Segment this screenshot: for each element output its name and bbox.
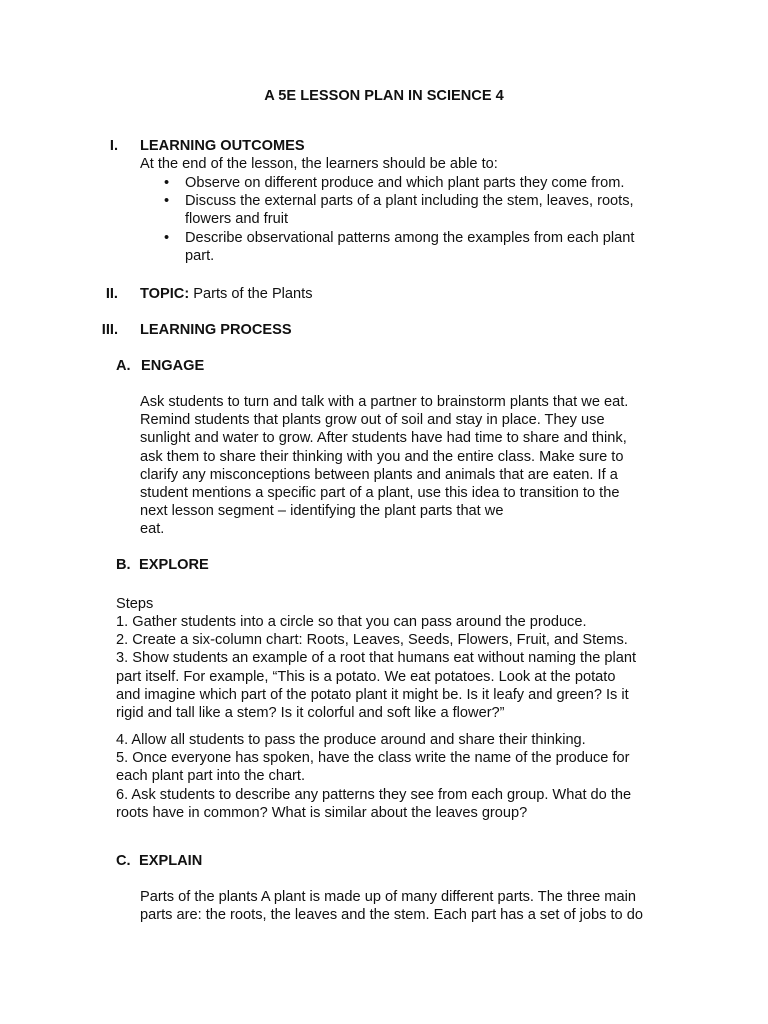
- section-3-numeral: III.: [101, 322, 118, 338]
- topic-label: TOPIC:: [140, 286, 190, 302]
- outcome-line: Discuss the external parts of a plant including the stem, leaves, roots,: [185, 193, 634, 210]
- explain-paragraph: [140, 888, 680, 924]
- steps-label: Steps: [116, 596, 154, 612]
- bullet-icon: •: [164, 193, 170, 210]
- bullet-icon: •: [164, 229, 170, 246]
- list-item: [160, 229, 680, 265]
- paragraph-line: sunlight and water to grow. After students have had time to share and think,: [140, 430, 627, 447]
- engage-heading: ENGAGE: [141, 358, 205, 374]
- step-line: 2. Create a six-column chart: Roots, Leaves, Seeds, Flowers, Fruit, and Stems.: [116, 632, 628, 649]
- engage-paragraph: [140, 393, 680, 539]
- bullet-icon: •: [164, 175, 170, 191]
- learning-outcomes-list: [160, 174, 680, 265]
- explore-letter: B.: [116, 557, 131, 573]
- step-line: part itself. For example, “This is a potato. We eat potatoes. Look at the potato: [116, 668, 616, 685]
- topic-value: Parts of the Plants: [193, 286, 313, 302]
- list-item: [160, 174, 680, 192]
- paragraph-line: next lesson segment – identifying the plant parts that we: [140, 503, 504, 520]
- outcome-line: Describe observational patterns among the examples from each plant: [185, 229, 635, 246]
- paragraph-line: Parts of the plants A plant is made up of many different parts. The three main: [140, 889, 636, 905]
- step-line: and imagine which part of the potato plant it might be. Is it leafy and green? Is it: [116, 686, 629, 703]
- outcome-line: flowers and fruit: [185, 211, 289, 228]
- explore-heading: EXPLORE: [139, 557, 209, 573]
- paragraph-line: student mentions a specific part of a plant, use this idea to transition to the: [140, 485, 620, 502]
- explore-steps-block-1: [116, 613, 636, 722]
- explore-steps-block-2: [116, 731, 631, 822]
- step-line: 6. Ask students to describe any patterns they see from each group. What do the: [116, 786, 632, 803]
- section-1-numeral: I.: [109, 138, 118, 154]
- step-line: 5. Once everyone has spoken, have the class write the name of the produce for: [116, 750, 630, 767]
- paragraph-line: Ask students to turn and talk with a partner to brainstorm plants that we eat.: [140, 394, 629, 410]
- paragraph-line: clarify any misconceptions between plants and animals that are eaten. If a: [140, 466, 618, 483]
- step-line: 4. Allow all students to pass the produce around and share their thinking.: [116, 732, 586, 748]
- step-line: rigid and tall like a stem? Is it colorful and soft like a flower?”: [116, 705, 505, 722]
- document-title: A 5E LESSON PLAN IN SCIENCE 4: [264, 88, 504, 104]
- list-item: [160, 192, 680, 228]
- paragraph-line: eat.: [140, 521, 165, 538]
- step-line: each plant part into the chart.: [116, 768, 306, 785]
- section-1-heading: LEARNING OUTCOMES: [140, 138, 305, 154]
- explain-heading: EXPLAIN: [139, 853, 203, 869]
- section-2-numeral: II.: [105, 286, 118, 302]
- section-1-intro: At the end of the lesson, the learners should be able to:: [140, 156, 498, 172]
- engage-letter: A.: [116, 358, 131, 374]
- step-line: roots have in common? What is similar about the leaves group?: [116, 804, 528, 821]
- explain-letter: C.: [116, 853, 131, 869]
- outcome-line: part.: [185, 247, 215, 264]
- section-3-heading: LEARNING PROCESS: [140, 322, 292, 338]
- paragraph-line: ask them to share their thinking with you and the entire class. Make sure to: [140, 448, 624, 465]
- step-line: 1. Gather students into a circle so that you can pass around the produce.: [116, 614, 587, 630]
- step-line: 3. Show students an example of a root that humans eat without naming the plant: [116, 650, 637, 667]
- paragraph-line: parts are: the roots, the leaves and the stem. Each part has a set of jobs to do: [140, 907, 643, 924]
- paragraph-line: Remind students that plants grow out of soil and stay in place. They use: [140, 412, 605, 429]
- outcome-line: Observe on different produce and which plant parts they come from.: [185, 175, 625, 191]
- topic-line: [140, 285, 313, 303]
